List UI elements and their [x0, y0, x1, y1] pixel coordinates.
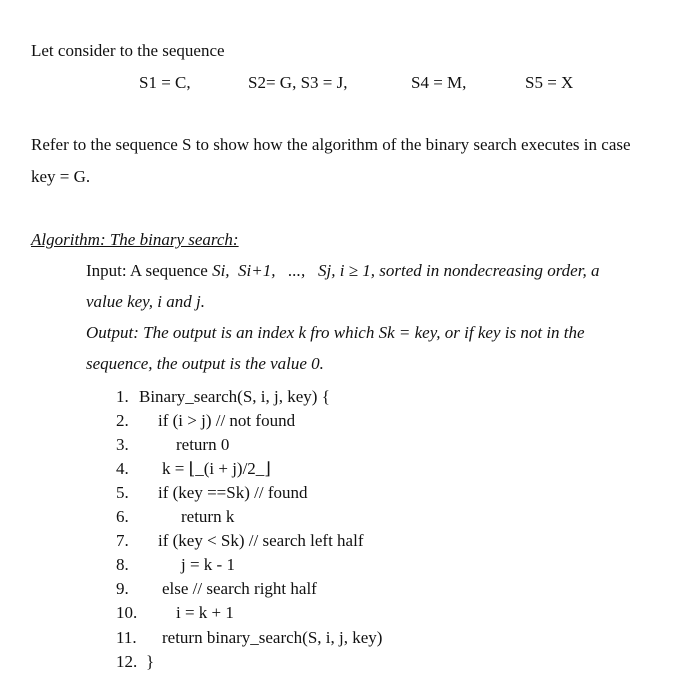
sequence-s5: S5 = X	[525, 73, 574, 92]
sequence-s1: S1 = C,	[139, 73, 191, 92]
code-line-text: if (key ==Sk) // found	[158, 483, 308, 502]
code-line-text: if (key < Sk) // search left half	[158, 531, 364, 550]
code-line-text: Binary_search(S, i, j, key) {	[139, 387, 330, 406]
algorithm-input-line-2: value key, i and j.	[86, 292, 205, 311]
sequence-s2-s3: S2= G, S3 = J,	[248, 73, 348, 92]
code-line-text: i = k + 1	[176, 603, 234, 622]
code-line-number: 9.	[116, 579, 129, 598]
code-line-number: 11.	[116, 628, 137, 647]
code-line-text: return k	[181, 507, 235, 526]
code-line-text: k = ⌊_(i + j)/2_⌋	[162, 459, 271, 478]
sequence-s4: S4 = M,	[411, 73, 467, 92]
code-line-number: 5.	[116, 483, 129, 502]
algorithm-input-line-1	[86, 261, 599, 281]
intro-text: Let consider to the sequence	[31, 41, 225, 60]
input-italic: Si, Si+1, ..., Sj, i ≥ 1, sorted in nondecreasing order, a	[212, 261, 600, 280]
algorithm-output-line-2: sequence, the output is the value 0.	[86, 354, 324, 373]
code-line-text: return binary_search(S, i, j, key)	[162, 628, 383, 647]
code-line-number: 2.	[116, 411, 129, 430]
code-line-number: 1.	[116, 387, 129, 406]
question-line-1: Refer to the sequence S to show how the algorithm of the binary search executes in case	[31, 135, 631, 154]
code-line-number: 4.	[116, 459, 129, 478]
code-line-text: j = k - 1	[181, 555, 235, 574]
code-line-number: 3.	[116, 435, 129, 454]
algorithm-output-line-1: Output: The output is an index k fro which Sk = key, or if key is not in the	[86, 323, 585, 342]
code-line-text: return 0	[176, 435, 230, 454]
code-line-text: }	[146, 652, 155, 671]
code-line-number: 12.	[116, 652, 138, 671]
code-line-number: 6.	[116, 507, 129, 526]
code-line-text: if (i > j) // not found	[158, 411, 296, 430]
input-prefix: Input: A sequence	[86, 261, 213, 280]
code-line-number: 8.	[116, 555, 129, 574]
code-line-text: else // search right half	[162, 579, 317, 598]
code-line-number: 10.	[116, 603, 138, 622]
code-line-number: 7.	[116, 531, 129, 550]
question-line-2: key = G.	[31, 167, 91, 186]
algorithm-title: Algorithm: The binary search:	[31, 230, 239, 249]
